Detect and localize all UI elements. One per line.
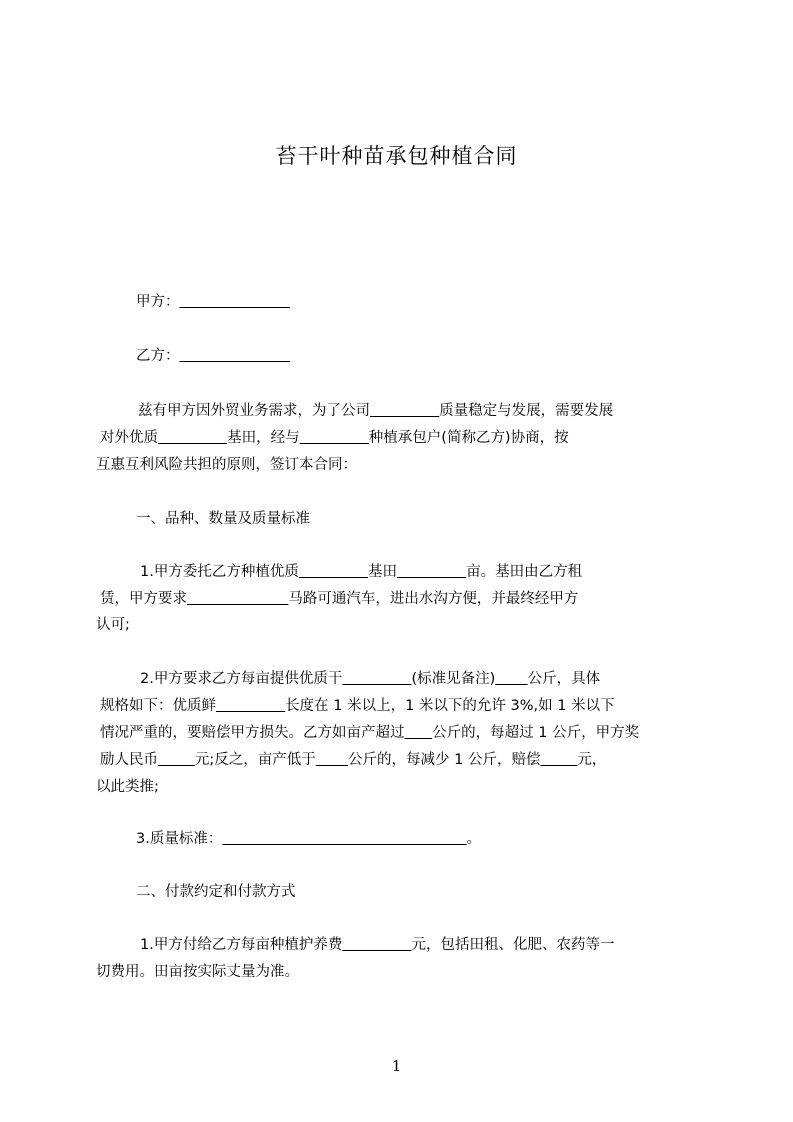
- text-span: 马路可通汽车，进出水沟方便，并最终经甲方: [288, 591, 579, 607]
- blank: [370, 403, 439, 419]
- text-span: 。: [466, 831, 482, 847]
- blank: [299, 564, 368, 580]
- text-span: 励人民币: [100, 752, 158, 768]
- party-a-blank: [180, 294, 291, 310]
- intro-line-1: [96, 399, 743, 420]
- party-a-label: 甲方：: [136, 294, 180, 310]
- blank: [187, 591, 288, 607]
- text-span: (标准见备注): [411, 671, 496, 687]
- blank: [222, 831, 466, 847]
- s1-item2-line-1: [96, 667, 745, 688]
- s1-item2-line-2: [96, 694, 705, 715]
- text-span: 元，: [577, 752, 607, 768]
- text-span: 公斤，具体: [527, 671, 601, 687]
- text-span: 基田，经与: [227, 430, 300, 446]
- s2-item1-line-2: 切费用。田亩按实际丈量为准。: [96, 964, 299, 980]
- document-title: 苔干叶种苗承包种植合同: [275, 144, 518, 168]
- blank: [495, 671, 527, 687]
- text-span: 长度在 1 米以上，1 米以下的允许 3%,如 1 米以下: [285, 698, 615, 714]
- blank: [342, 671, 411, 687]
- section-2-heading: 二、付款约定和付款方式: [136, 884, 296, 900]
- text-span: 兹有甲方因外贸业务需求，为了公司: [138, 403, 370, 419]
- party-b-label: 乙方：: [136, 348, 180, 364]
- text-span: 1.甲方委托乙方种植优质: [140, 564, 299, 580]
- text-span: 基田: [367, 564, 397, 580]
- blank: [540, 752, 577, 768]
- text-span: 赁，甲方要求: [100, 591, 187, 607]
- intro-line-3: 互惠互利风险共担的原则，签订本合同：: [96, 457, 357, 473]
- s1-item2-line-3: [96, 721, 705, 742]
- party-b-blank: [180, 348, 291, 364]
- s1-item1-line-2: [96, 587, 705, 608]
- text-span: 1.甲方付给乙方每亩种植护养费: [140, 937, 343, 953]
- blank: [397, 564, 466, 580]
- text-span: 公斤的，每超过 1 公斤，甲方奖: [432, 725, 640, 741]
- text-span: 公斤的，每减少 1 公斤，赔偿: [348, 752, 541, 768]
- blank: [158, 430, 227, 446]
- section-1-heading: 一、品种、数量及质量标准: [136, 511, 310, 527]
- text-span: 对外优质: [100, 430, 158, 446]
- s1-item1-line-1: [96, 560, 745, 581]
- blank: [158, 752, 195, 768]
- s1-item3-line: [96, 827, 741, 848]
- s2-item1-line-1: [96, 933, 745, 954]
- blank: [342, 937, 411, 953]
- party-a-line: [96, 290, 741, 311]
- blank: [300, 430, 369, 446]
- text-span: 亩。基田由乙方租: [466, 564, 583, 580]
- page-number: 1: [391, 1057, 402, 1075]
- text-span: 元;反之，亩产低于: [194, 752, 316, 768]
- s1-item2-line-5: 以此类推;: [96, 779, 159, 795]
- text-span: 种植承包户(简称乙方)协商，按: [368, 430, 569, 446]
- blank: [316, 752, 348, 768]
- blank: [405, 725, 433, 741]
- text-span: 情况严重的，要赔偿甲方损失。乙方如亩产超过: [100, 725, 405, 741]
- text-span: 3.质量标准：: [136, 831, 223, 847]
- blank: [216, 698, 285, 714]
- s1-item2-line-4: [96, 748, 705, 769]
- s1-item1-line-3: 认可;: [96, 617, 130, 633]
- text-span: 2.甲方要求乙方每亩提供优质干: [140, 671, 343, 687]
- text-span: 元，包括田租、化肥、农药等一: [411, 937, 615, 953]
- party-b-line: [96, 344, 741, 365]
- text-span: 质量稳定与发展，需要发展: [439, 403, 614, 419]
- intro-line-2: [96, 426, 705, 447]
- text-span: 规格如下：优质鲜: [100, 698, 216, 714]
